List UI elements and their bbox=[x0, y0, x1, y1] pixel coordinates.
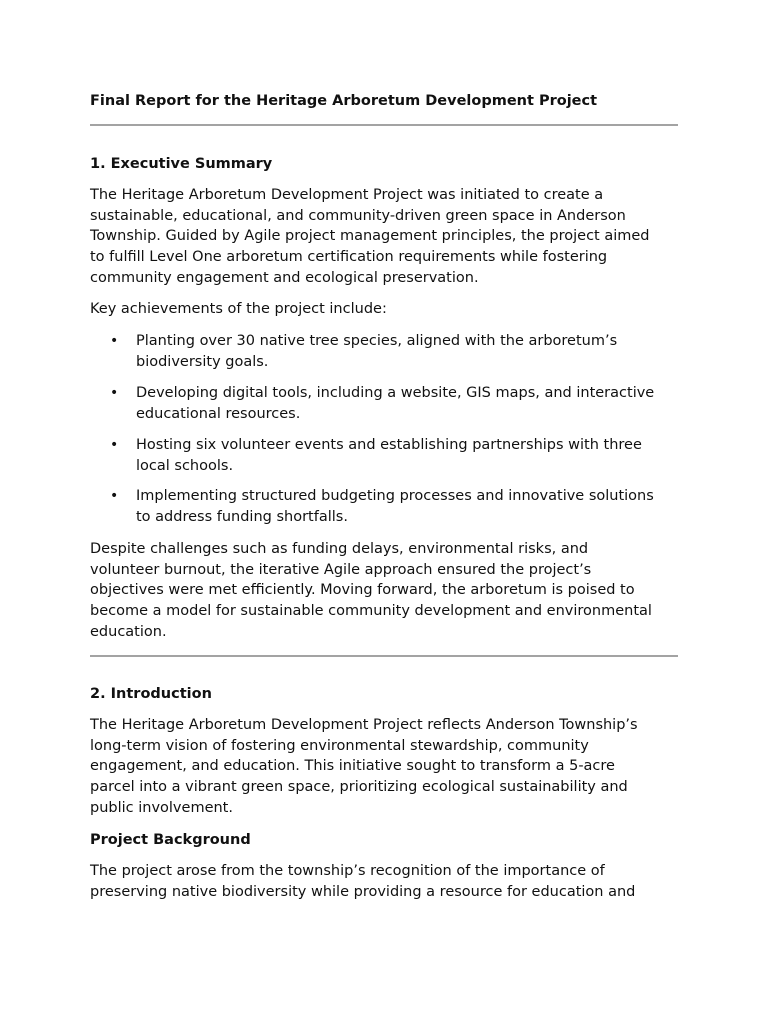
bullet-icon: • bbox=[110, 385, 119, 401]
paragraph: Despite challenges such as funding delays, environmental risks, and volunteer burnout, the iterative Agile approach ensured the project’s objectives were met efficiently. Moving forward, the arboretum is poised to become a model for sustainable community development and environmental education. bbox=[90, 541, 652, 640]
paragraph: Key achievements of the project include: bbox=[90, 301, 387, 317]
bullet-icon: • bbox=[110, 437, 119, 453]
divider bbox=[90, 655, 678, 657]
paragraph: The project arose from the township’s recognition of the importance of preserving native biodiversity while providing a resource for education and bbox=[90, 863, 636, 900]
section-heading: 1. Executive Summary bbox=[90, 156, 273, 172]
list-item: Planting over 30 native tree species, aligned with the arboretum’s biodiversity goals. bbox=[136, 333, 618, 370]
list-item: Implementing structured budgeting processes and innovative solutions to address funding shortfalls. bbox=[136, 488, 654, 525]
document-title: Final Report for the Heritage Arboretum Development Project bbox=[90, 93, 598, 109]
list-item: Developing digital tools, including a website, GIS maps, and interactive educational resources. bbox=[136, 385, 655, 422]
bullet-icon: • bbox=[110, 488, 119, 504]
subsection-heading: Project Background bbox=[90, 832, 251, 848]
paragraph: The Heritage Arboretum Development Project reflects Anderson Township’s long-term vision of fostering environmental stewardship, community engagement, and education. This initiative sought to transform a 5-acre parcel into a vibrant green space, prioritizing ecological sustainability and public involvement. bbox=[90, 717, 638, 816]
paragraph: The Heritage Arboretum Development Project was initiated to create a sustainable, educational, and community-driven green space in Anderson Township. Guided by Agile project management principles, the project aimed to fulfill Level One arboretum certification requirements while fostering community engagement and ecological preservation. bbox=[90, 187, 650, 286]
section-heading: 2. Introduction bbox=[90, 686, 212, 702]
bullet-icon: • bbox=[110, 333, 119, 349]
divider bbox=[90, 124, 678, 126]
list-item: Hosting six volunteer events and establishing partnerships with three local schools. bbox=[136, 437, 642, 474]
